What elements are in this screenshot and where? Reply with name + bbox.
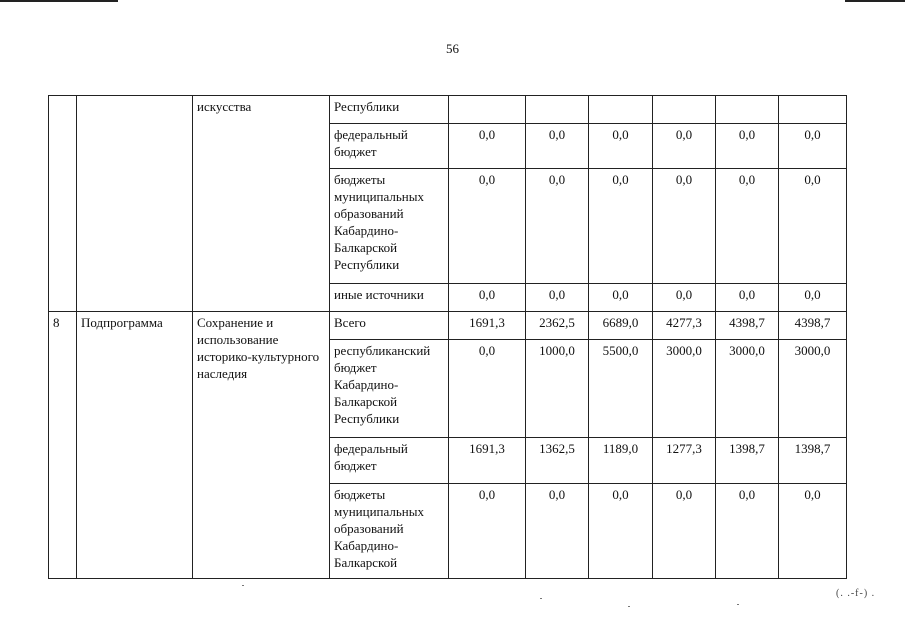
- program-name-cell: Сохранение и использование историко-культурного наследия: [193, 312, 330, 579]
- value-cell: 0,0: [779, 169, 847, 284]
- value-cell: 0,0: [716, 484, 779, 579]
- row-number-cell: 8: [49, 312, 77, 579]
- budget-table: [48, 95, 847, 579]
- value-cell: 1277,3: [653, 438, 716, 484]
- value-cell: [779, 96, 847, 124]
- scan-edge-mark: (. .-f-) .: [836, 588, 876, 599]
- value-cell: 6689,0: [589, 312, 653, 340]
- value-cell: 0,0: [779, 284, 847, 312]
- scan-edge-top-left: [0, 0, 118, 2]
- value-cell: 1362,5: [526, 438, 589, 484]
- value-cell: 1189,0: [589, 438, 653, 484]
- value-cell: 0,0: [716, 124, 779, 169]
- value-cell: 1398,7: [716, 438, 779, 484]
- value-cell: [526, 96, 589, 124]
- value-cell: [653, 96, 716, 124]
- value-cell: 0,0: [449, 169, 526, 284]
- value-cell: 0,0: [716, 169, 779, 284]
- value-cell: 4277,3: [653, 312, 716, 340]
- page-number: 56: [446, 41, 459, 56]
- value-cell: 0,0: [526, 284, 589, 312]
- funding-source-cell: республиканский бюджет Кабардино-Балкарской Республики: [330, 340, 449, 438]
- value-cell: 0,0: [449, 284, 526, 312]
- value-cell: 5500,0: [589, 340, 653, 438]
- value-cell: 0,0: [449, 340, 526, 438]
- table-row: [49, 312, 847, 340]
- value-cell: 0,0: [653, 169, 716, 284]
- funding-source-cell: Всего: [330, 312, 449, 340]
- value-cell: 2362,5: [526, 312, 589, 340]
- value-cell: 3000,0: [716, 340, 779, 438]
- row-type-cell: [77, 96, 193, 312]
- value-cell: 0,0: [449, 124, 526, 169]
- value-cell: 4398,7: [716, 312, 779, 340]
- value-cell: 3000,0: [653, 340, 716, 438]
- value-cell: [716, 96, 779, 124]
- program-name-cell: искусства: [193, 96, 330, 312]
- value-cell: 0,0: [653, 124, 716, 169]
- scan-edge-top-right: [845, 0, 905, 2]
- value-cell: [589, 96, 653, 124]
- funding-source-cell: бюджеты муниципальных образований Кабардино-Балкарской: [330, 484, 449, 579]
- value-cell: 0,0: [449, 484, 526, 579]
- funding-source-cell: Республики: [330, 96, 449, 124]
- funding-source-cell: иные источники: [330, 284, 449, 312]
- value-cell: [449, 96, 526, 124]
- value-cell: 4398,7: [779, 312, 847, 340]
- funding-source-cell: федеральный бюджет: [330, 438, 449, 484]
- value-cell: 0,0: [779, 124, 847, 169]
- scan-speck: [628, 606, 630, 607]
- value-cell: 0,0: [526, 124, 589, 169]
- scan-speck: [737, 604, 739, 605]
- scan-speck: [540, 598, 542, 599]
- value-cell: 0,0: [526, 169, 589, 284]
- value-cell: 0,0: [779, 484, 847, 579]
- value-cell: 0,0: [653, 484, 716, 579]
- value-cell: 0,0: [716, 284, 779, 312]
- row-type-cell: Подпрограмма: [77, 312, 193, 579]
- value-cell: 1000,0: [526, 340, 589, 438]
- scan-speck: [242, 585, 244, 586]
- value-cell: 0,0: [589, 124, 653, 169]
- value-cell: 3000,0: [779, 340, 847, 438]
- value-cell: 0,0: [589, 169, 653, 284]
- value-cell: 0,0: [589, 284, 653, 312]
- funding-source-cell: бюджеты муниципальных образований Кабардино-Балкарской Республики: [330, 169, 449, 284]
- funding-source-cell: федеральный бюджет: [330, 124, 449, 169]
- value-cell: 0,0: [526, 484, 589, 579]
- table-row: [49, 96, 847, 124]
- value-cell: 1691,3: [449, 312, 526, 340]
- row-number-cell: [49, 96, 77, 312]
- value-cell: 1398,7: [779, 438, 847, 484]
- value-cell: 1691,3: [449, 438, 526, 484]
- value-cell: 0,0: [589, 484, 653, 579]
- value-cell: 0,0: [653, 284, 716, 312]
